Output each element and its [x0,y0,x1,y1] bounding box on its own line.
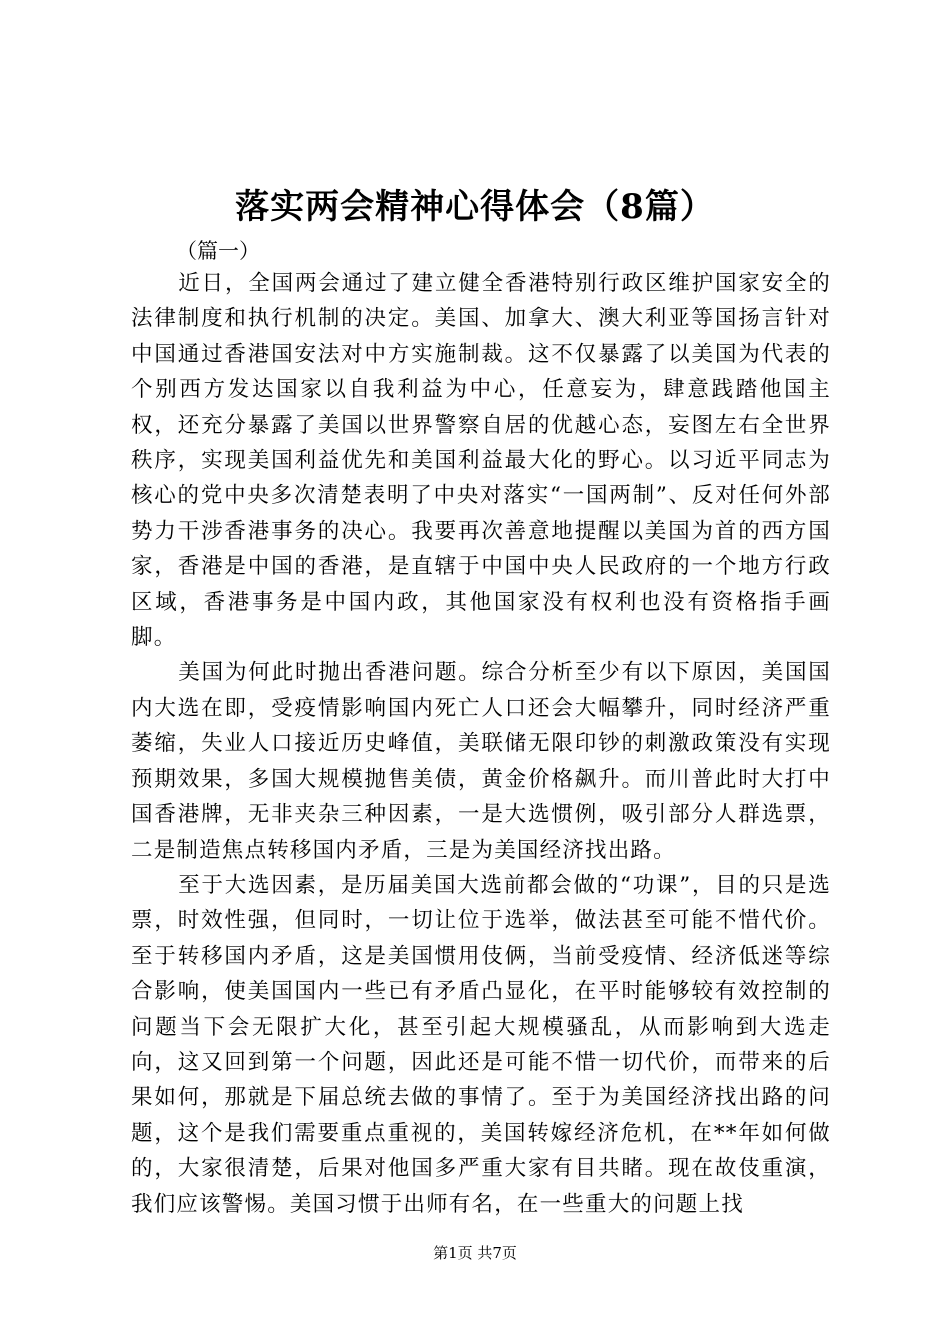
section-label: （篇一） [176,239,260,263]
page-footer: 第1页 共7页 [433,1244,517,1262]
paragraph: 近日，全国两会通过了建立健全香港特别行政区维护国家安全的法律制度和执行机制的决定。美国、加拿大、澳大利亚等国扬言针对中国通过香港国安法对中方实施制裁。这不仅暴露了以美国为代表的个别西方发达国家以自我利益为中心，任意妄为，肆意践踏他国主权，还充分暴露了美国以世界警察自居的优越心态，妄图左右全世界秩序，实现美国利益优先和美国利益最大化的野心。以习近平同志为核心的党中央多次清楚表明了中央对落实“一国两制”、反对任何外部势力干涉香港事务的决心。我要再次善意地提醒以美国为首的西方国家，香港是中国的香港，是直辖于中国中央人民政府的一个地方行政区域，香港事务是中国内政，其他国家没有权利也没有资格指手画脚。 [131,271,831,651]
document-body [131,266,831,1222]
paragraph: 美国为何此时抛出香港问题。综合分析至少有以下原因，美国国内大选在即，受疫情影响国内死亡人口还会大幅攀升，同时经济严重萎缩，失业人口接近历史峰值，美联储无限印钞的刺激政策没有实现预期效果，多国大规模抛售美债，黄金价格飙升。而川普此时大打中国香港牌，无非夹杂三种因素，一是大选惯例，吸引部分人群选票，二是制造焦点转移国内矛盾，三是为美国经济找出路。 [131,660,831,863]
document-title: 落实两会精神心得体会（8篇） [235,187,715,227]
paragraph: 至于大选因素，是历届美国大选前都会做的“功课”，目的只是选票，时效性强，但同时，一切让位于选举，做法甚至可能不惜代价。至于转移国内矛盾，这是美国惯用伎俩，当前受疫情、经济低迷等综合影响，使美国国内一些已有矛盾凸显化，在平时能够较有效控制的问题当下会无限扩大化，甚至引起大规模骚乱，从而影响到大选走向，这又回到第一个问题，因此还是可能不惜一切代价，而带来的后果如何，那就是下届总统去做的事情了。至于为美国经济找出路的问题，这个是我们需要重点重视的，美国转嫁经济危机，在**年如何做的，大家很清楚，后果对他国多严重大家有目共睹。现在故伎重演，我们应该警惕。美国习惯于出师有名，在一些重大的问题上找 [131,872,831,1217]
